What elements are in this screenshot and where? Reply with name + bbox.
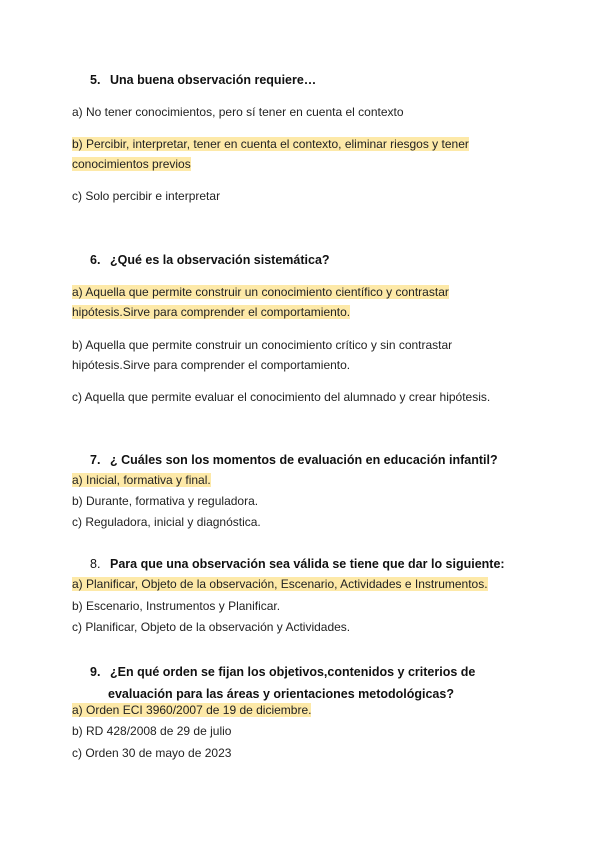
q6-option-c: c) Aquella que permite evaluar el conocimiento del alumnado y crear hipótesis. xyxy=(72,390,491,404)
question-number: 6. xyxy=(90,253,101,267)
question-text-line2: evaluación para las áreas y orientaciones metodológicas? xyxy=(108,687,454,701)
q6-option-b-line2: hipótesis.Sirve para comprender el comportamiento. xyxy=(72,358,351,372)
q7-option-b: b) Durante, formativa y reguladora. xyxy=(72,494,259,508)
q6-option-a-line2: hipótesis.Sirve para comprender el comportamiento. xyxy=(72,305,351,319)
q7-option-c: c) Reguladora, inicial y diagnóstica. xyxy=(72,515,261,529)
q5-option-b-line2: conocimientos previos xyxy=(72,157,191,171)
question-5 xyxy=(90,73,316,87)
q8-option-a xyxy=(72,574,488,594)
q6-option-a-line1: a) Aquella que permite construir un conocimiento científico y contrastar xyxy=(72,285,449,299)
question-number: 8. xyxy=(90,557,101,571)
question-number: 5. xyxy=(90,73,101,87)
q8-option-b: b) Escenario, Instrumentos y Planificar. xyxy=(72,599,281,613)
q9-option-b: b) RD 428/2008 de 29 de julio xyxy=(72,724,232,738)
q9-option-a xyxy=(72,700,311,720)
question-9 xyxy=(90,661,475,705)
q6-option-b xyxy=(72,335,452,375)
q5-option-b-line1: b) Percibir, interpretar, tener en cuenta el contexto, eliminar riesgos y tener xyxy=(72,137,469,151)
q5-option-c: c) Solo percibir e interpretar xyxy=(72,189,221,203)
q9-option-c: c) Orden 30 de mayo de 2023 xyxy=(72,746,232,760)
question-text: ¿ Cuáles son los momentos de evaluación en educación infantil? xyxy=(110,453,498,467)
question-6 xyxy=(90,253,330,267)
q5-option-b xyxy=(72,134,469,174)
question-text: Para que una observación sea válida se tiene que dar lo siguiente: xyxy=(110,557,505,571)
q6-option-a xyxy=(72,282,449,322)
question-7 xyxy=(90,453,498,467)
question-number: 9. xyxy=(90,665,101,679)
question-text: Una buena observación requiere… xyxy=(110,73,317,87)
q8-option-a-text: a) Planificar, Objeto de la observación, Escenario, Actividades e Instrumentos. xyxy=(72,577,488,591)
question-8 xyxy=(90,557,505,571)
q9-option-a-text: a) Orden ECI 3960/2007 de 19 de diciembre. xyxy=(72,703,312,717)
q6-option-b-line1: b) Aquella que permite construir un conocimiento crítico y sin contrastar xyxy=(72,338,453,352)
question-text: ¿Qué es la observación sistemática? xyxy=(110,253,330,267)
q8-option-c: c) Planificar, Objeto de la observación y Actividades. xyxy=(72,620,351,634)
q5-option-a: a) No tener conocimientos, pero sí tener en cuenta el contexto xyxy=(72,105,404,119)
q7-option-a-text: a) Inicial, formativa y final. xyxy=(72,473,211,487)
question-text-line1: ¿En qué orden se fijan los objetivos,contenidos y criterios de xyxy=(110,665,476,679)
question-number: 7. xyxy=(90,453,101,467)
q7-option-a xyxy=(72,470,211,490)
